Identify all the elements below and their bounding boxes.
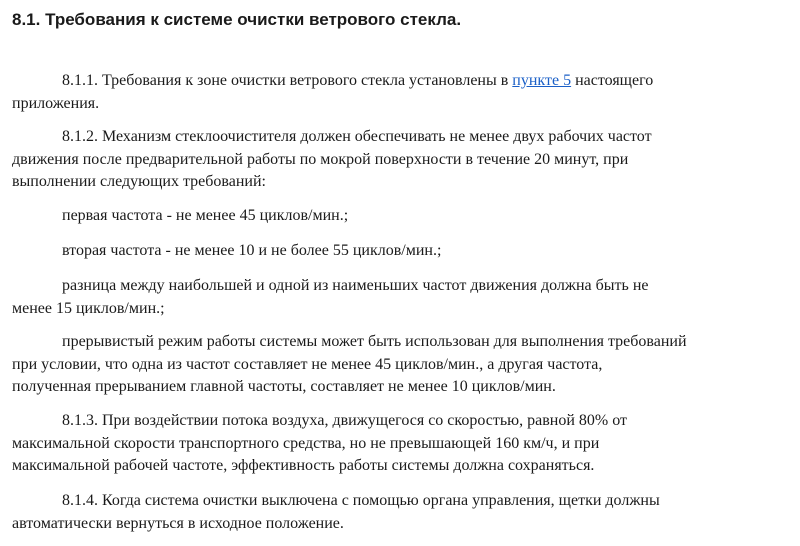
paragraph-line: приложения. (12, 94, 100, 112)
section-heading: 8.1. Требования к системе очистки ветрового стекла. (12, 10, 462, 29)
paragraph-line: первая частота - не менее 45 циклов/мин.; (62, 207, 349, 224)
paragraph-line: максимальной скорости транспортного средства, но не превышающей 160 км/ч, и при (12, 434, 600, 452)
paragraph-frequency-difference (12, 275, 792, 320)
paragraph-line: выполнении следующих требований: (12, 173, 266, 190)
paragraph-intermittent-mode (12, 331, 792, 399)
paragraph-line: автоматически вернуться в исходное положение. (12, 514, 344, 532)
paragraph-line: разница между наибольшей и одной из наименьших частот движения должна быть не (62, 277, 649, 294)
paragraph-line: 8.1.3. При воздействии потока воздуха, движущегося со скоростью, равной 80% от (62, 412, 627, 429)
paragraph-line: менее 15 циклов/мин.; (12, 299, 165, 317)
paragraph-line: вторая частота - не менее 10 и не более 55 циклов/мин.; (62, 242, 442, 259)
paragraph-line: движения после предварительной работы по мокрой поверхности в течение 20 минут, при (12, 150, 629, 168)
paragraph-line: 8.1.4. Когда система очистки выключена с помощью органа управления, щетки должны (62, 492, 660, 509)
paragraph-8-1-1 (12, 70, 792, 115)
paragraph-second-frequency (12, 240, 792, 263)
paragraph-8-1-3 (12, 410, 792, 478)
paragraph-8-1-4 (12, 490, 792, 535)
paragraph-line: полученная прерыванием главной частоты, составляет не менее 10 циклов/мин. (12, 378, 556, 395)
paragraph-text: 8.1.1. Требования к зоне очистки ветрового стекла установлены в (62, 72, 513, 89)
paragraph-line: максимальной рабочей частоте, эффективность работы системы должна сохраняться. (12, 457, 595, 474)
paragraph-8-1-2 (12, 126, 792, 194)
paragraph-line: 8.1.2. Механизм стеклоочистителя должен обеспечивать не менее двух рабочих частот (62, 128, 652, 145)
paragraph-line (12, 70, 792, 93)
paragraph-first-frequency (12, 205, 792, 228)
paragraph-line: прерывистый режим работы системы может быть использован для выполнения требований (62, 333, 687, 350)
link-punkt-5[interactable]: пункте 5 (512, 72, 572, 89)
paragraph-text: настоящего (571, 72, 654, 89)
paragraph-line: при условии, что одна из частот составляет не менее 45 циклов/мин., а другая частота, (12, 355, 603, 373)
